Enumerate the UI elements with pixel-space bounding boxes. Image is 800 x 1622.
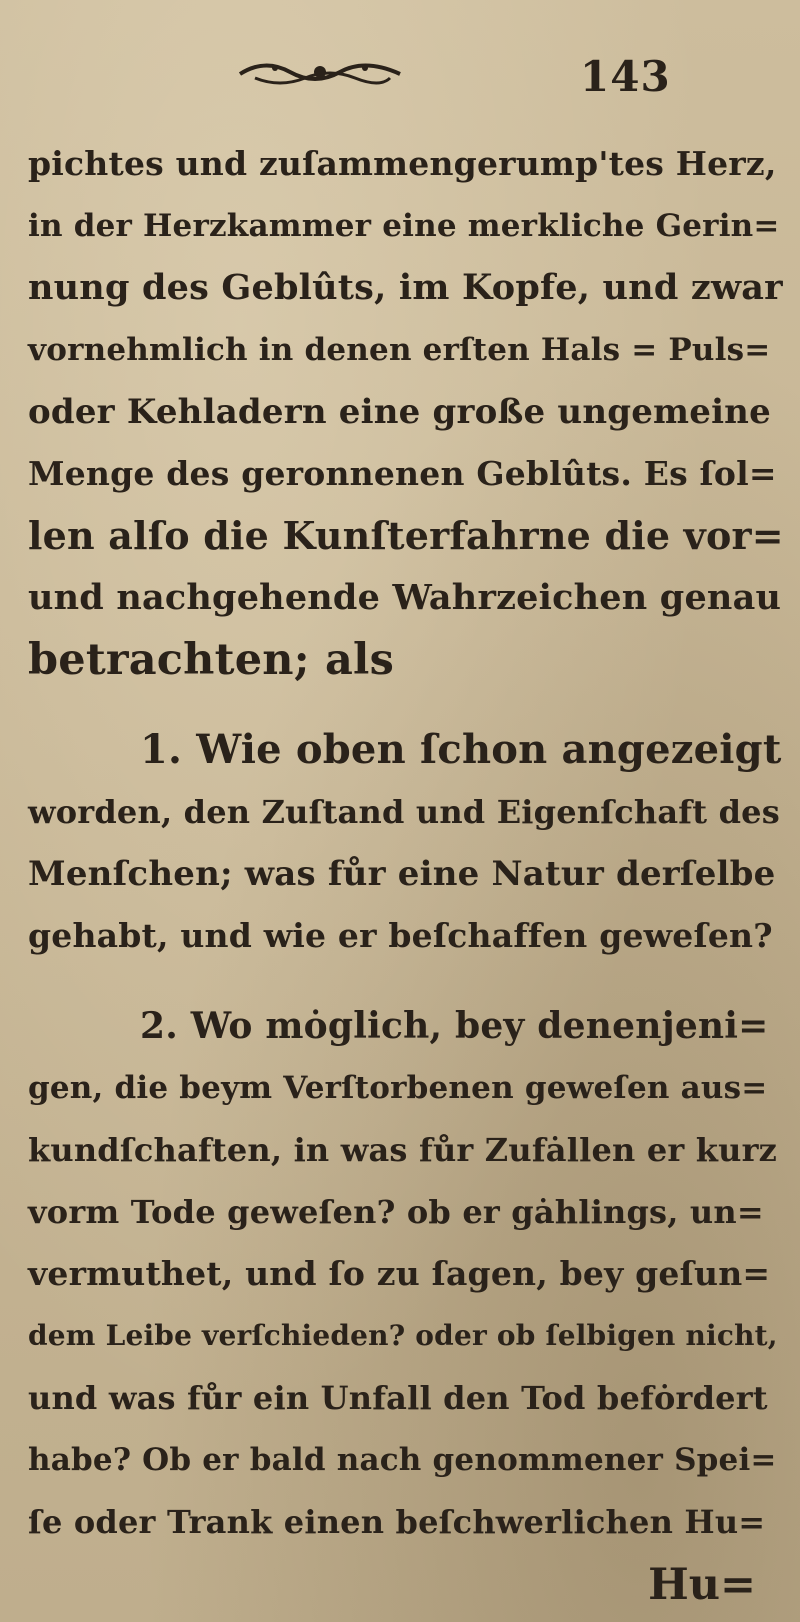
text-line: Menſchen; was fůr eine Natur derſelbe — [28, 854, 776, 894]
catchword: Hu= — [648, 1560, 756, 1610]
text-line: gen, die beym Verſtorbenen geweſen aus= — [28, 1070, 768, 1106]
page-number: 143 — [580, 52, 671, 101]
text-line: 2. Wo mȯglich, bey denenjeni= — [140, 1005, 769, 1047]
text-line: betrachten; als — [28, 635, 394, 685]
text-line: vermuthet, und ſo zu ſagen, bey geſun= — [28, 1254, 771, 1293]
text-line: kundſchaften, in was fůr Zufȧllen er kurz — [28, 1131, 778, 1169]
text-line: in der Herzkammer eine merkliche Gerin= — [28, 208, 780, 244]
header-ornament — [235, 52, 405, 92]
text-line: habe? Ob er bald nach genommener Spei= — [28, 1442, 777, 1478]
text-line: vornehmlich in denen erſten Hals = Puls= — [28, 332, 771, 368]
text-line: Menge des geronnenen Geblûts. Es ſol= — [28, 454, 777, 493]
text-line: len alſo die Kunſterfahrne die vor= — [28, 513, 784, 558]
text-line: und nachgehende Wahrzeichen genau — [28, 577, 782, 618]
text-line: vorm Tode geweſen? ob er gȧhlings, un= — [28, 1193, 764, 1231]
text-line: worden, den Zuſtand und Eigenſchaft des — [28, 793, 780, 831]
text-line: ſe oder Trank einen beſchwerlichen Hu= — [28, 1503, 766, 1541]
text-line: gehabt, und wie er beſchaffen geweſen? — [28, 916, 773, 955]
text-line: nung des Geblûts, im Kopfe, und zwar — [28, 267, 783, 308]
text-line: oder Kehladern eine große ungemeine — [28, 392, 771, 432]
text-line: und was fůr ein Unfall den Tod befȯrdert — [28, 1379, 768, 1417]
text-line: pichtes und zuſammengerump'tes Herz, — [28, 144, 777, 183]
text-line: 1. Wie oben ſchon angezeigt — [140, 726, 782, 773]
text-line: dem Leibe verſchieden? oder ob ſelbigen nicht, — [28, 1319, 778, 1352]
